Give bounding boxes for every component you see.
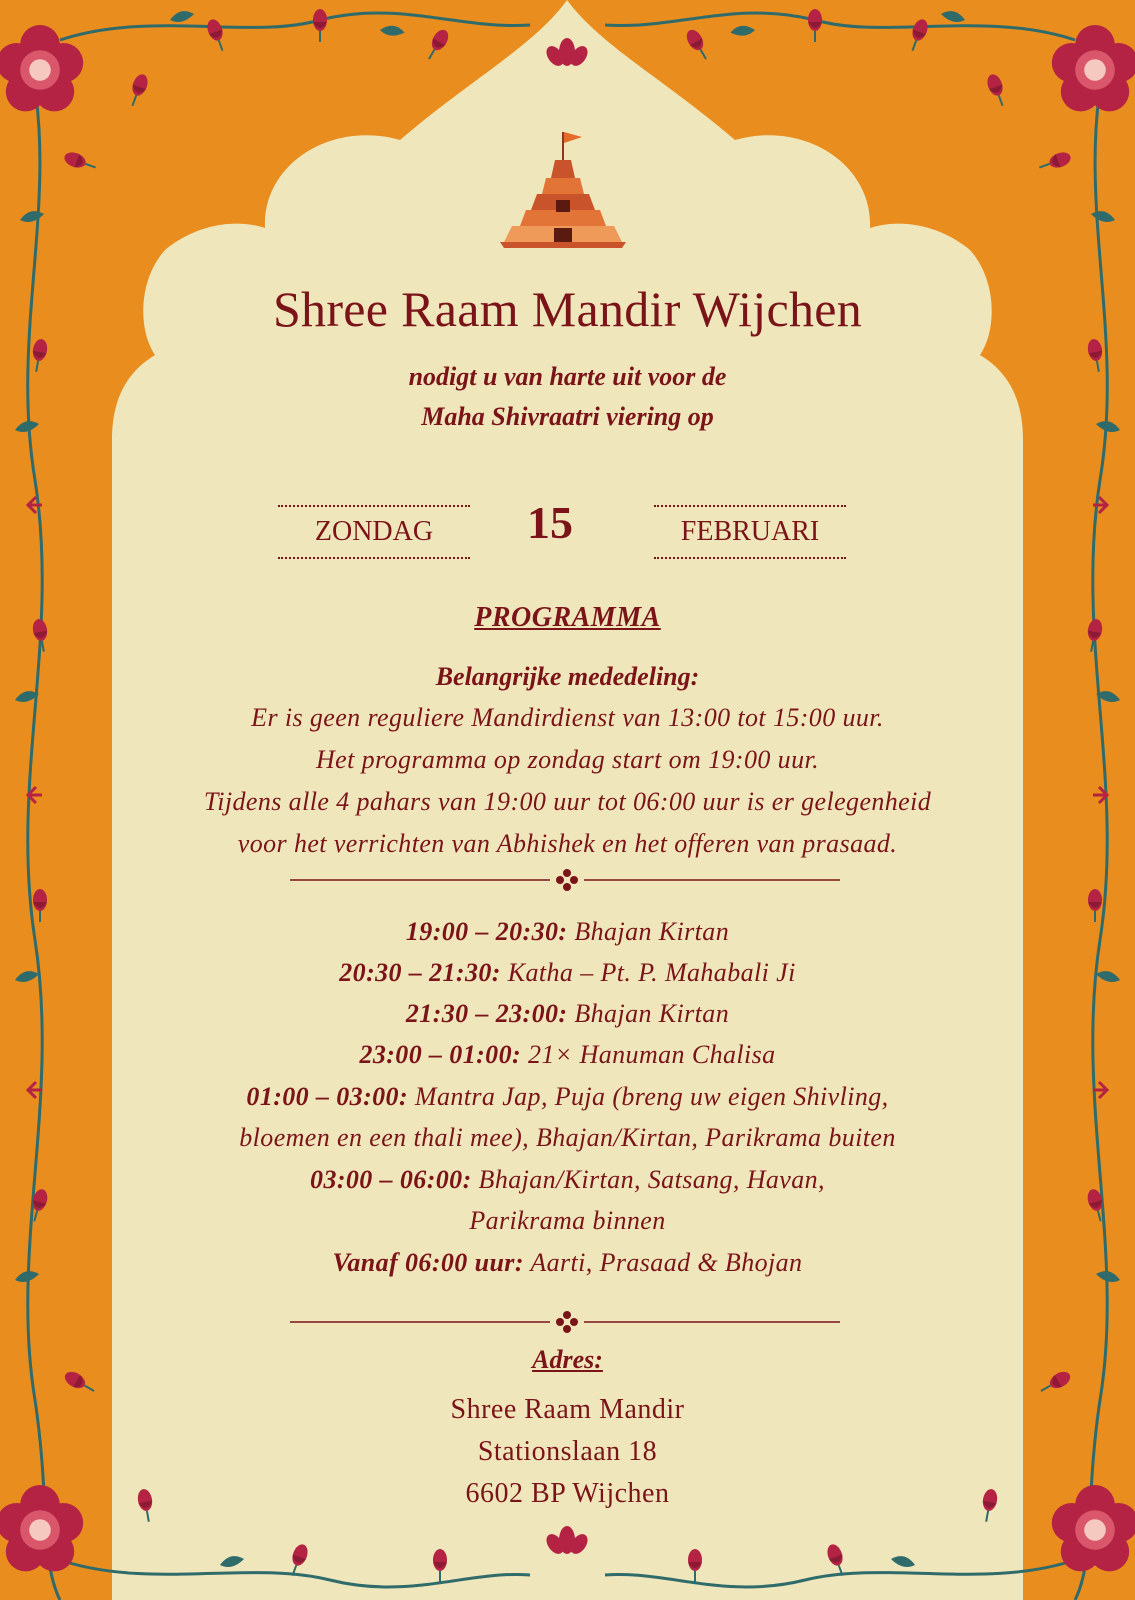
schedule-time: 23:00 – 01:00: — [359, 1040, 522, 1069]
schedule-desc: Aarti, Prasaad & Bhojan — [530, 1248, 803, 1277]
schedule-item-continued: bloemen en een thali mee), Bhajan/Kirtan, Parikrama buiten — [239, 1123, 896, 1152]
program-heading: PROGRAMMA — [474, 602, 661, 633]
invitation-title: Shree Raam Mandir Wijchen — [272, 281, 863, 337]
schedule-time: 20:30 – 21:30: — [339, 958, 501, 987]
schedule-desc: Bhajan Kirtan — [574, 917, 730, 946]
schedule-time: 03:00 – 06:00: — [310, 1165, 472, 1194]
schedule-time: Vanaf 06:00 uur: — [332, 1248, 524, 1277]
address-line: 6602 BP Wijchen — [465, 1478, 670, 1509]
schedule-time: 21:30 – 23:00: — [405, 999, 568, 1028]
date-month: FEBRUARI — [654, 505, 846, 559]
schedule-time: 01:00 – 03:00: — [246, 1082, 408, 1111]
schedule-item-continued: Parikrama binnen — [469, 1206, 666, 1235]
address-line: Stationslaan 18 — [477, 1436, 658, 1467]
schedule-item — [0, 1248, 1135, 1278]
intro-line: Maha Shivraatri viering op — [421, 402, 714, 431]
notice-heading: Belangrijke mededeling: — [435, 662, 700, 691]
date-weekday: ZONDAG — [278, 505, 470, 559]
address-heading: Adres: — [532, 1345, 603, 1374]
notice-line: Tijdens alle 4 pahars van 19:00 uur tot 06:00 uur is er gelegenheid — [203, 787, 932, 816]
schedule-item — [0, 999, 1135, 1029]
notice-line: Het programma op zondag start om 19:00 uur. — [315, 745, 820, 774]
notice-line: voor het verrichten van Abhishek en het offeren van prasaad. — [237, 829, 898, 858]
schedule-item — [0, 1082, 1135, 1112]
schedule-desc: Bhajan/Kirtan, Satsang, Havan, — [478, 1165, 825, 1194]
schedule-item — [0, 1165, 1135, 1195]
date-number: 15 — [527, 497, 573, 548]
schedule-item — [0, 958, 1135, 988]
schedule-desc: Katha – Pt. P. Mahabali Ji — [507, 958, 796, 987]
schedule-time: 19:00 – 20:30: — [405, 917, 568, 946]
intro-line: nodigt u van harte uit voor de — [408, 362, 727, 391]
schedule-item — [0, 917, 1135, 947]
notice-line: Er is geen reguliere Mandirdienst van 13:00 tot 15:00 uur. — [251, 703, 884, 732]
schedule-desc: Bhajan Kirtan — [574, 999, 730, 1028]
schedule-desc: Mantra Jap, Puja (breng uw eigen Shivling, — [414, 1082, 889, 1111]
schedule-desc: 21× Hanuman Chalisa — [527, 1040, 776, 1069]
address-line: Shree Raam Mandir — [450, 1394, 685, 1425]
schedule-item — [0, 1040, 1135, 1070]
